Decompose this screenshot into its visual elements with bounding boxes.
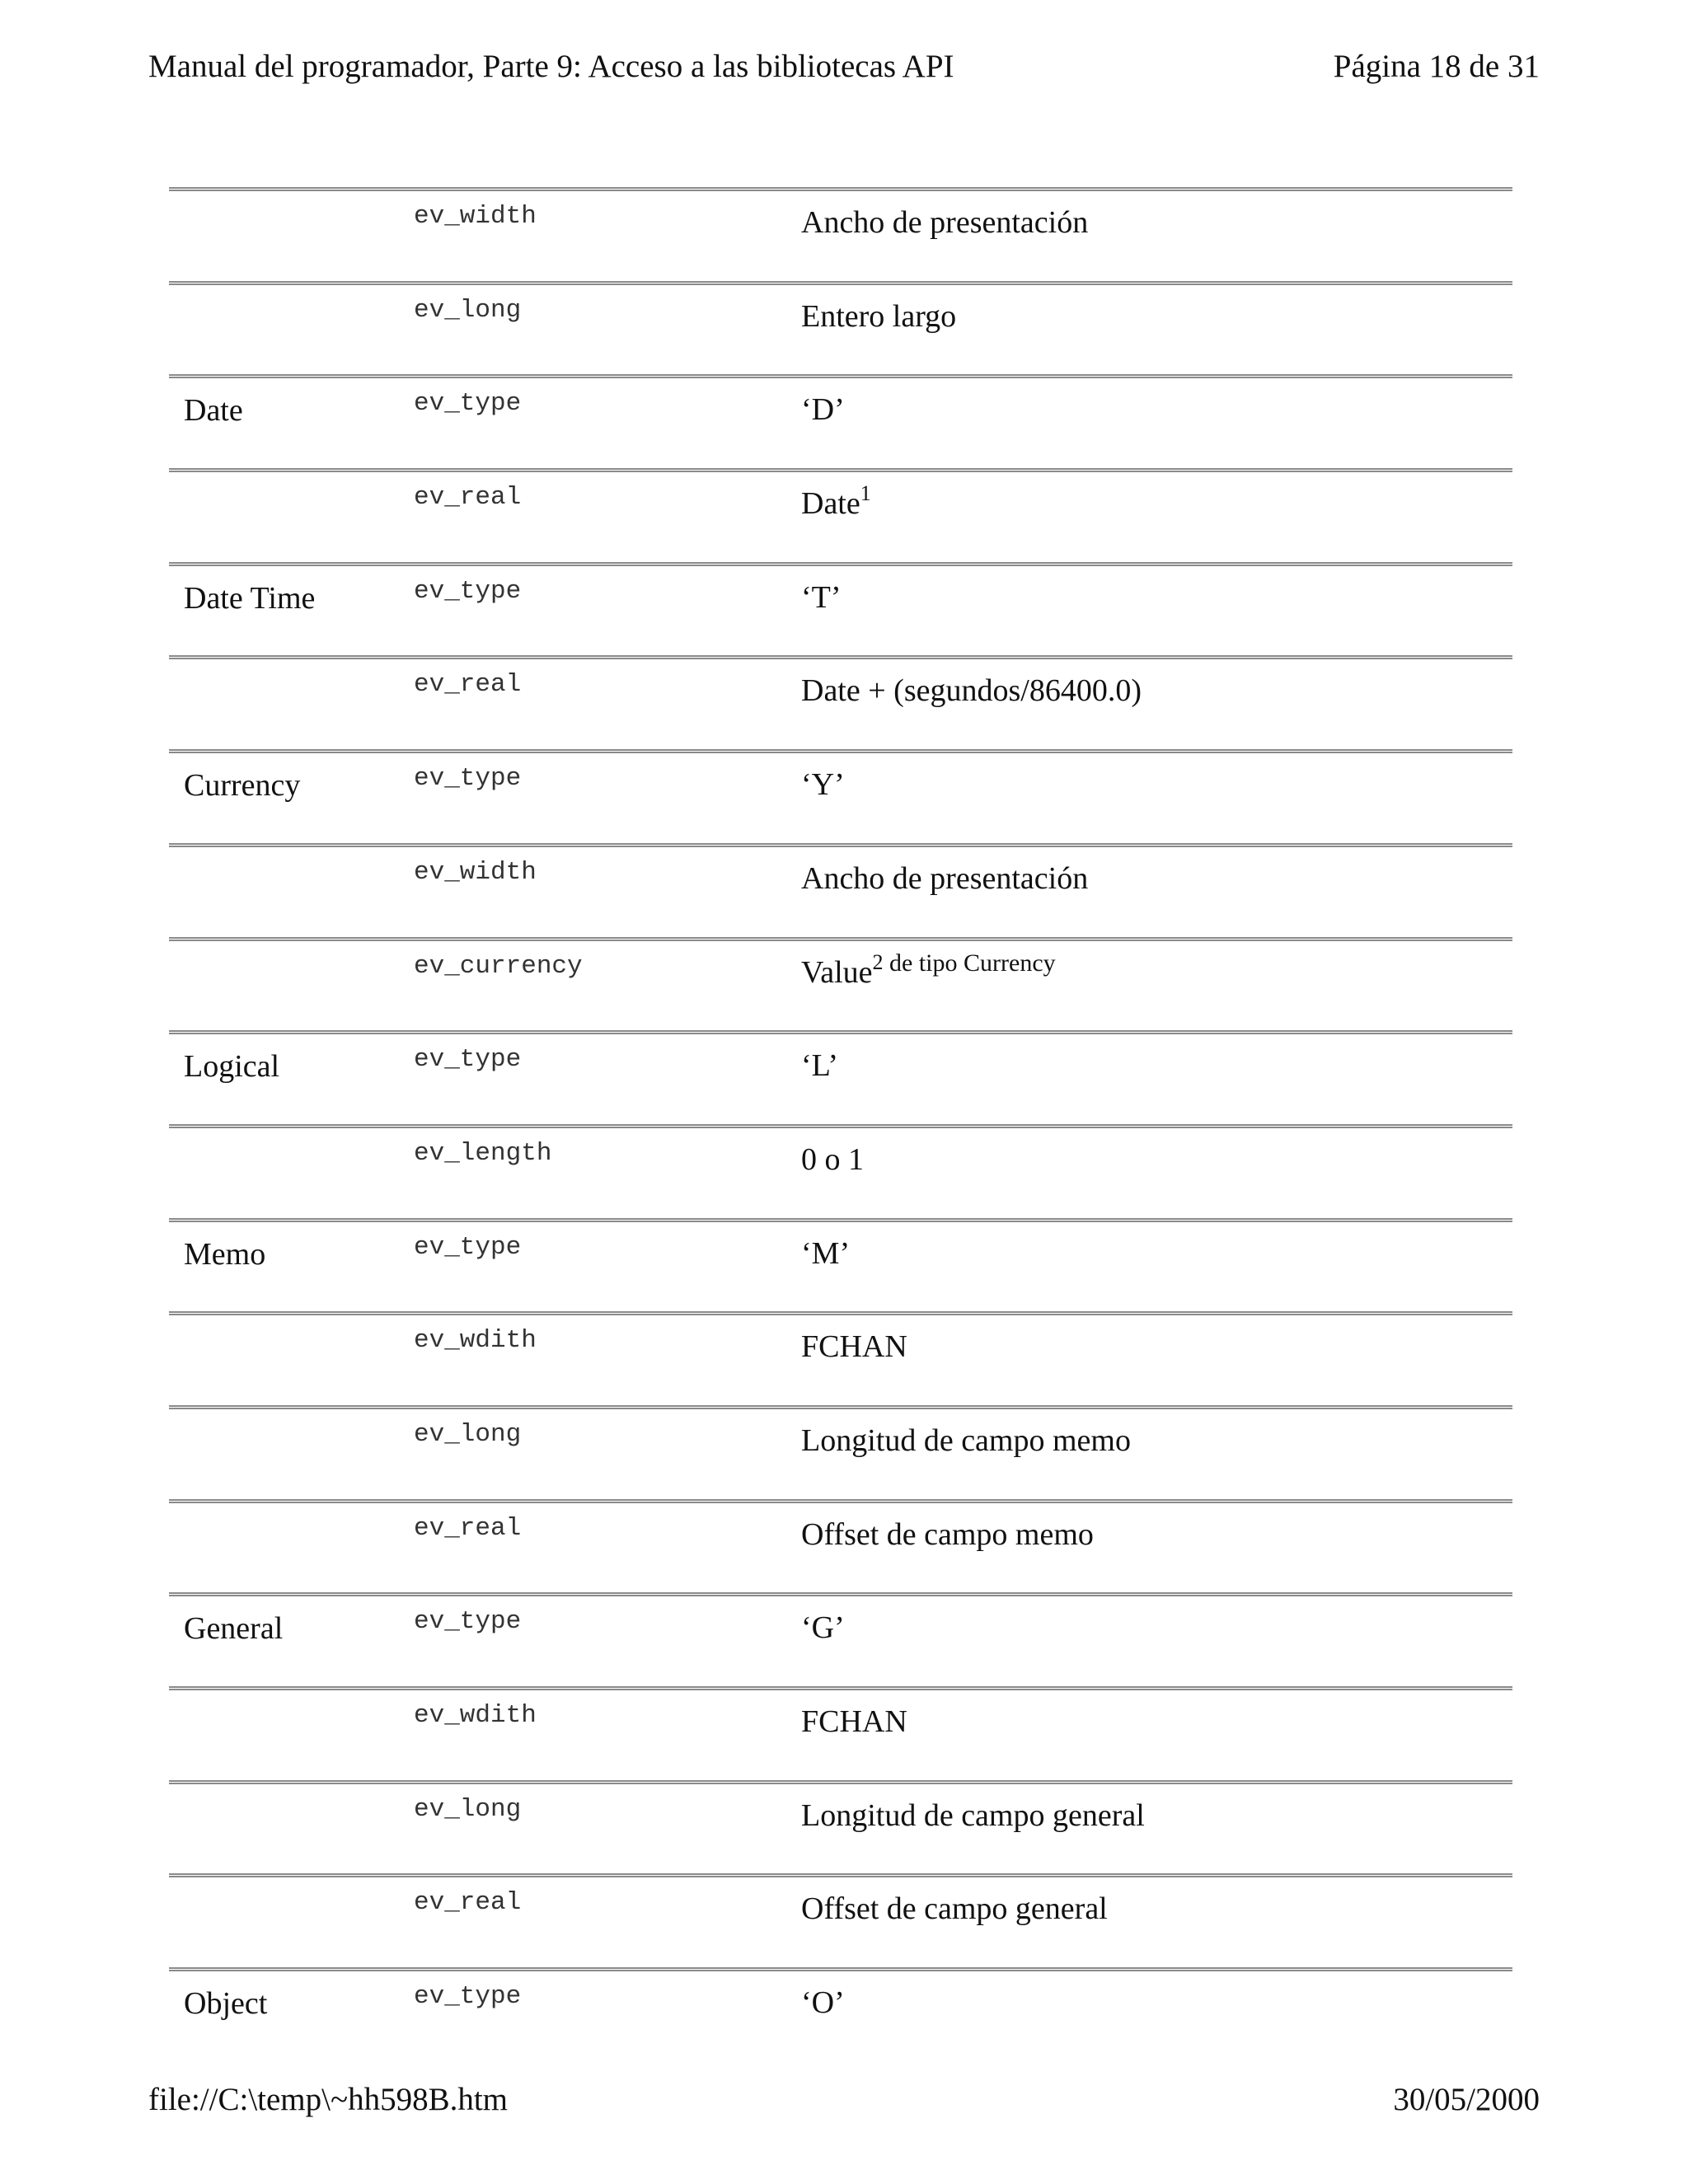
table-row: [169, 374, 1512, 468]
type-cell: Object: [184, 1986, 268, 2022]
value-cell: 0 o 1: [801, 1141, 864, 1177]
table-row: [169, 1218, 1512, 1312]
table-row: [169, 1967, 1512, 2061]
value-cell: Date + (segundos/86400.0): [801, 673, 1142, 709]
field-cell: ev_type: [414, 1045, 522, 1075]
table-row: [169, 1780, 1512, 1874]
table-row: [169, 749, 1512, 843]
value-cell: FCHAN: [801, 1704, 907, 1739]
value-cell: Entero largo: [801, 298, 957, 334]
field-cell: ev_long: [414, 1419, 522, 1449]
type-cell: Currency: [184, 768, 301, 804]
value-text: Value: [801, 954, 873, 990]
value-cell: Offset de campo general: [801, 1891, 1108, 1927]
table-row: [169, 655, 1512, 749]
page-footer: [148, 2081, 1540, 2122]
field-cell: ev_long: [414, 295, 522, 325]
field-cell: ev_type: [414, 1232, 522, 1262]
table-row: [169, 281, 1512, 375]
value-cell: [801, 481, 871, 522]
table-row: [169, 562, 1512, 656]
type-cell: Logical: [184, 1049, 280, 1085]
value-cell: FCHAN: [801, 1329, 907, 1365]
table-row: [169, 1311, 1512, 1405]
page-number: Página 18 de 31: [1333, 49, 1540, 84]
field-cell: ev_real: [414, 483, 522, 513]
field-cell: ev_type: [414, 1607, 522, 1637]
field-cell: ev_width: [414, 857, 537, 887]
table-row: [169, 843, 1512, 937]
table-row: [169, 1405, 1512, 1499]
value-cell: Longitud de campo general: [801, 1797, 1145, 1833]
page-header: [148, 48, 1540, 89]
value-cell: [801, 949, 1056, 991]
field-cell: ev_type: [414, 764, 522, 794]
field-cell: ev_long: [414, 1794, 522, 1824]
table-row: [169, 468, 1512, 562]
table-row: [169, 1030, 1512, 1124]
field-cell: ev_wdith: [414, 1326, 537, 1356]
field-cell: ev_real: [414, 670, 522, 700]
field-cell: ev_real: [414, 1513, 522, 1543]
type-cell: Memo: [184, 1236, 266, 1272]
print-date: 30/05/2000: [1393, 2082, 1540, 2117]
value-cell: ‘M’: [801, 1235, 851, 1271]
field-cell: ev_type: [414, 389, 522, 419]
table-row: [169, 187, 1512, 281]
value-text: Date: [801, 486, 860, 522]
footnote-ref: 1: [860, 481, 871, 506]
value-cell: ‘L’: [801, 1048, 839, 1084]
value-cell: ‘G’: [801, 1610, 845, 1646]
table-row: [169, 937, 1512, 1031]
table-row: [169, 1499, 1512, 1593]
field-cell: ev_type: [414, 1982, 522, 2012]
type-cell: Date: [184, 393, 243, 429]
field-cell: ev_type: [414, 576, 522, 606]
type-cell: General: [184, 1611, 284, 1647]
table-row: [169, 1873, 1512, 1967]
value-cell: Ancho de presentación: [801, 205, 1089, 240]
field-cell: ev_length: [414, 1138, 552, 1168]
value-cell: Offset de campo memo: [801, 1516, 1094, 1552]
table-row: [169, 1592, 1512, 1686]
field-cell: ev_wdith: [414, 1701, 537, 1730]
table-row: [169, 1124, 1512, 1218]
value-cell: Longitud de campo memo: [801, 1422, 1131, 1458]
value-cell: Ancho de presentación: [801, 860, 1089, 896]
field-cell: ev_real: [414, 1888, 522, 1918]
table-row: [169, 1686, 1512, 1780]
value-cell: ‘O’: [801, 1985, 845, 2021]
value-cell: ‘D’: [801, 392, 845, 428]
value-suffix: de tipo Currency: [883, 949, 1056, 977]
document-title: Manual del programador, Parte 9: Acceso a las bibliotecas API: [148, 49, 954, 84]
field-cell: ev_currency: [414, 951, 583, 981]
field-value-table: [169, 187, 1512, 2061]
value-cell: ‘T’: [801, 579, 842, 615]
footnote-ref: 2: [872, 949, 884, 974]
value-cell: ‘Y’: [801, 767, 845, 803]
type-cell: Date Time: [184, 580, 316, 616]
file-path: file://C:\temp\~hh598B.htm: [148, 2082, 509, 2117]
field-cell: ev_width: [414, 202, 537, 231]
